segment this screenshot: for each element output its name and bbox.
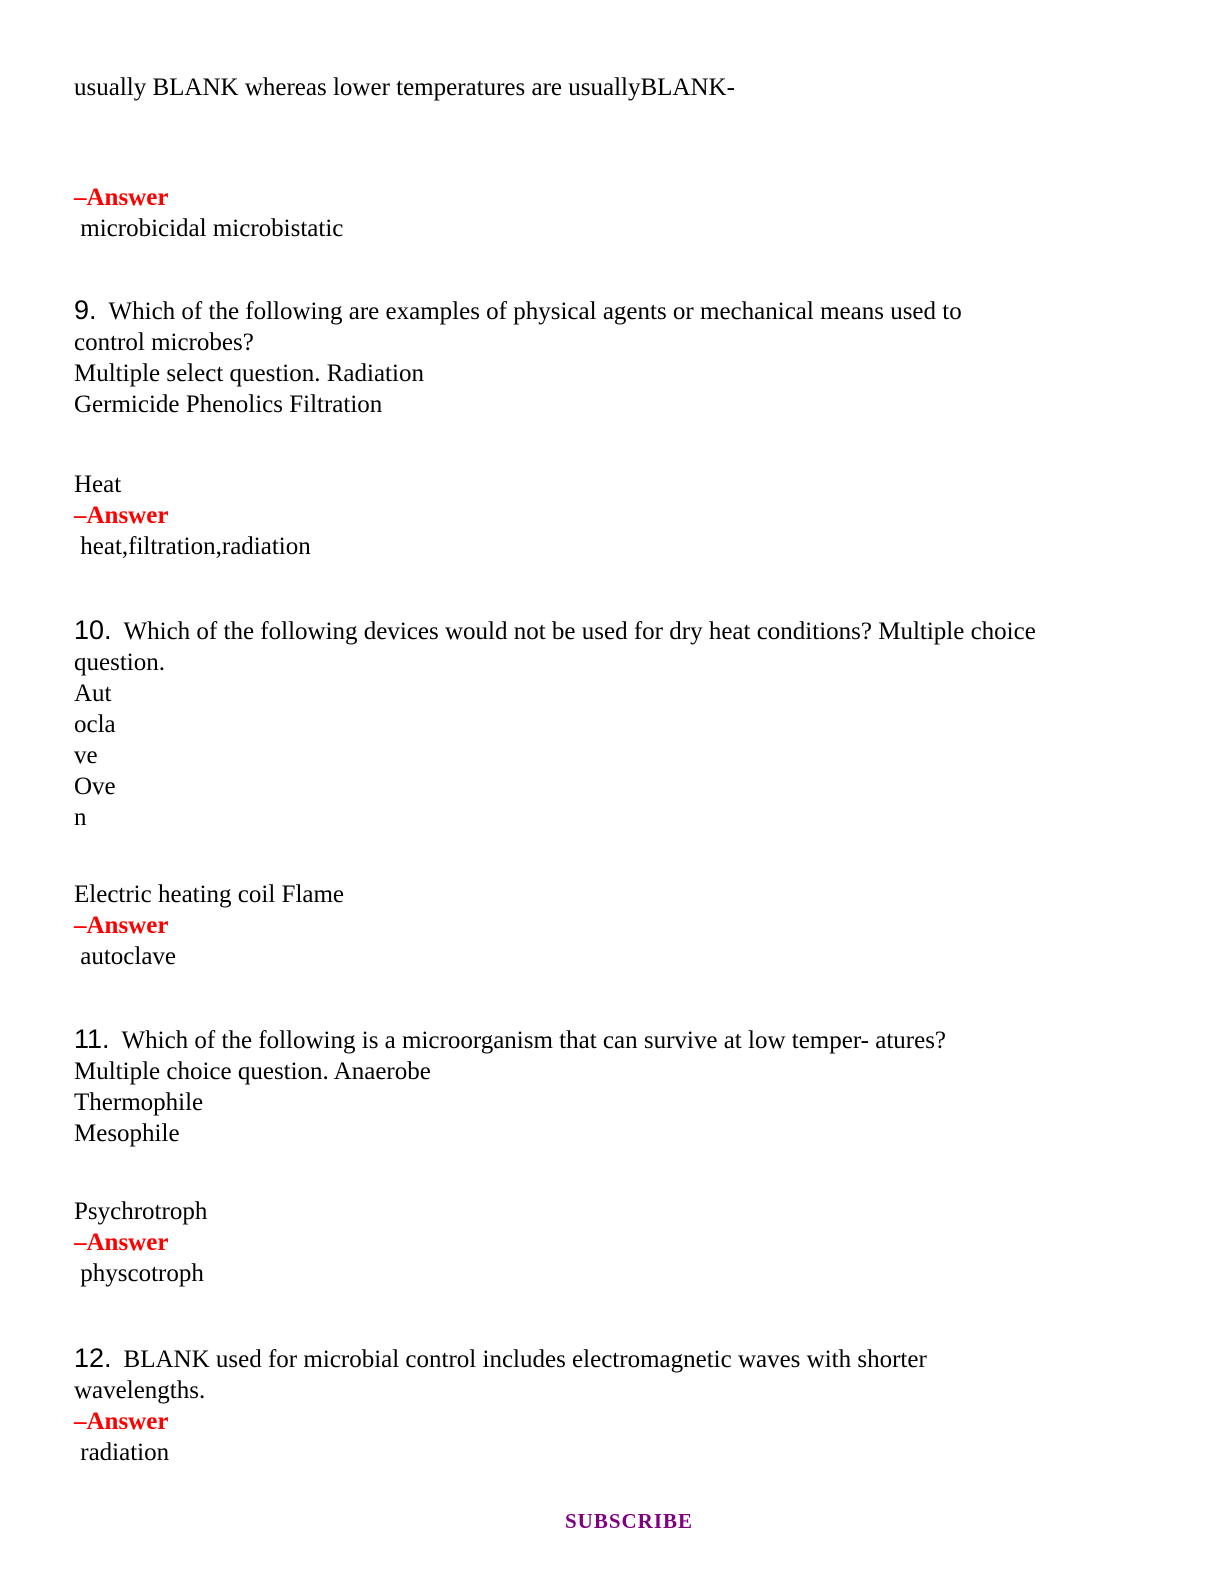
answer-value: autoclave xyxy=(74,943,177,970)
question-10-text: Which of the following devices would not be used for dry heat conditions? Multiple choice xyxy=(123,618,1036,645)
question-11-number: 11. xyxy=(74,1024,110,1054)
question-10-fragment: Aut xyxy=(74,680,112,707)
spacer xyxy=(74,420,1184,469)
spacer xyxy=(74,103,1184,182)
question-9-text: Which of the following are examples of physical agents or mechanical means used to xyxy=(108,298,962,325)
question-11-title xyxy=(74,1024,1184,1056)
spacer xyxy=(74,1468,1184,1506)
spacer xyxy=(74,244,1184,295)
intro-text: usually BLANK whereas lower temperatures are usuallyBLANK- xyxy=(74,74,735,101)
question-11-text: Which of the following is a microorganism that can survive at low temper- atures? xyxy=(121,1027,947,1054)
question-9-option-heat: Heat xyxy=(74,471,122,498)
question-11-meta: Multiple choice question. Anaerobe xyxy=(74,1058,431,1085)
question-12-text: BLANK used for microbial control includes electromagnetic waves with shorter xyxy=(123,1346,927,1373)
question-12-text-line2: wavelengths. xyxy=(74,1377,206,1404)
answer-value: radiation xyxy=(74,1439,170,1466)
question-11-option: Thermophile xyxy=(74,1089,204,1116)
spacer xyxy=(74,833,1184,879)
question-10-fragment: ve xyxy=(74,742,98,769)
question-10-number: 10. xyxy=(74,615,112,645)
footer xyxy=(74,1506,1184,1537)
question-9-text-line2: control microbes? xyxy=(74,329,254,356)
question-9-meta: Multiple select question. Radiation xyxy=(74,360,424,387)
question-9-number: 9. xyxy=(74,295,97,325)
spacer xyxy=(74,972,1184,1024)
question-9-title xyxy=(74,295,1184,327)
question-10-fragment: n xyxy=(74,804,87,831)
spacer xyxy=(74,1289,1184,1343)
answer-value: physcotroph xyxy=(74,1260,204,1287)
question-10-title xyxy=(74,615,1184,647)
question-12-number: 12. xyxy=(74,1343,112,1373)
question-10-options: Electric heating coil Flame xyxy=(74,881,345,908)
question-10-fragment: Ove xyxy=(74,773,116,800)
answer-label: –Answer xyxy=(74,912,169,939)
question-10-fragment: ocla xyxy=(74,711,116,738)
question-10-text-line2: question. xyxy=(74,649,165,676)
answer-label: –Answer xyxy=(74,1408,169,1435)
subscribe-link[interactable]: SUBSCRIBE xyxy=(564,1509,694,1533)
answer-value: heat,filtration,radiation xyxy=(74,533,311,560)
question-9-options: Germicide Phenolics Filtration xyxy=(74,391,383,418)
spacer xyxy=(74,562,1184,615)
question-11-option: Psychrotroph xyxy=(74,1198,208,1225)
question-11-option: Mesophile xyxy=(74,1120,180,1147)
question-12-title xyxy=(74,1343,1184,1375)
answer-label: –Answer xyxy=(74,502,169,529)
answer-value: microbicidal microbistatic xyxy=(74,215,344,242)
answer-label: –Answer xyxy=(74,1229,169,1256)
answer-label: –Answer xyxy=(74,184,169,211)
spacer xyxy=(74,1149,1184,1196)
